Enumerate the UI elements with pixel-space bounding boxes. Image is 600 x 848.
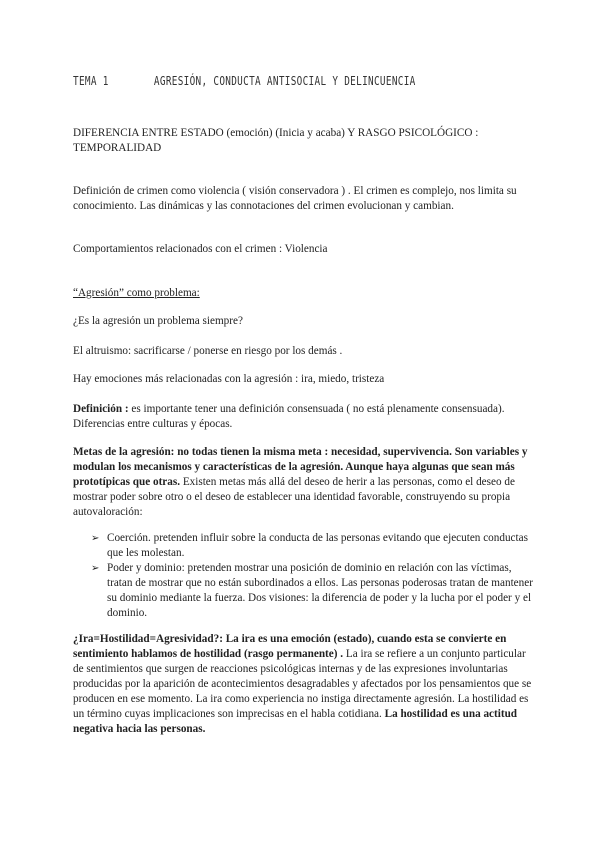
aggression-heading: “Agresión” como problema: [73,287,200,299]
arrow-bullet-icon: ➢ [91,563,100,574]
emotions-paragraph: Hay emociones más relacionadas con la agresión : ira, miedo, tristeza [73,373,385,385]
metas-text-emphasis: no todas tienen la misma meta : necesidad, supervivencia. Son variables y modulan los mecanismos y características de la agresión. Aunque haya algunas que sean más prototípicas que otras. [73,446,528,488]
goals-list [73,531,533,621]
altruism-paragraph: El altruismo: sacrificarse / ponerse en riesgo por los demás . [73,345,343,357]
definicion-text: es importante tener una definición consensuada ( no está plenamente consensuada). Diferencias entre culturas y épocas. [73,403,505,430]
ira-text-emphasis-end: La hostilidad es una actitud negativa hacia las personas. [73,708,518,735]
question-paragraph: ¿Es la agresión un problema siempre? [73,315,243,327]
ira-paragraph [73,632,533,737]
page-header [73,74,416,89]
list-item-text: Poder y dominio: pretenden mostrar una posición de dominio en relación con las víctimas, tratan de mostrar que no están subordinados a ellos. Las personas poderosas tratan de mantener su dominio mediante la fuerza. Dos visiones: la diferencia de poder y la lucha por el poder y el dominio. [107,562,533,619]
ira-text-emphasis: La ira es una emoción (estado), cuando esta se convierte en sentimiento hablamos de hostilidad (rasgo permanente) . [73,633,507,660]
crime-definition-paragraph: Definición de crimen como violencia ( visión conservadora ) . El crimen es complejo, nos limita su conocimiento. Las dinámicas y las connotaciones del crimen evolucionan y cambian. [73,185,517,212]
metas-label: Metas de la agresión: [73,446,175,458]
state-trait-difference: DIFERENCIA ENTRE ESTADO (emoción) (Inicia y acaba) Y RASGO PSICOLÓGICO : TEMPORALIDAD [73,127,479,154]
list-item [73,531,533,561]
tema-label: TEMA 1 [73,74,109,88]
ira-label: ¿Ira=Hostilidad=Agresividad?: [73,633,223,645]
list-item [73,561,533,621]
arrow-bullet-icon: ➢ [91,533,100,544]
behaviors-paragraph: Comportamientos relacionados con el crimen : Violencia [73,243,328,255]
definicion-label: Definición : [73,403,129,415]
list-item-text: Coerción. pretenden influir sobre la conducta de las personas evitando que ejecuten conductas que les molestan. [107,532,528,559]
definicion-paragraph [73,402,533,432]
metas-text: Existen metas más allá del deseo de herir a las personas, como el deseo de mostrar poder sobre otro o el deseo de establecer una identidad favorable, construyendo su propia autovaloración: [73,476,515,518]
ira-text: La ira se refiere a un conjunto particular de sentimientos que surgen de reacciones psicológicas internas y de las expresiones involuntarias producidas por la aparición de acontecimientos desagradables y afectados por los pensamientos que se producen en ese momento. La ira como experiencia no instiga directamente agresión. La hostilidad es un término cuyas implicaciones son imprecisas en el habla cotidiana. [73,648,532,720]
metas-paragraph [73,445,533,520]
page-title: AGRESIÓN, CONDUCTA ANTISOCIAL Y DELINCUENCIA [153,74,416,88]
